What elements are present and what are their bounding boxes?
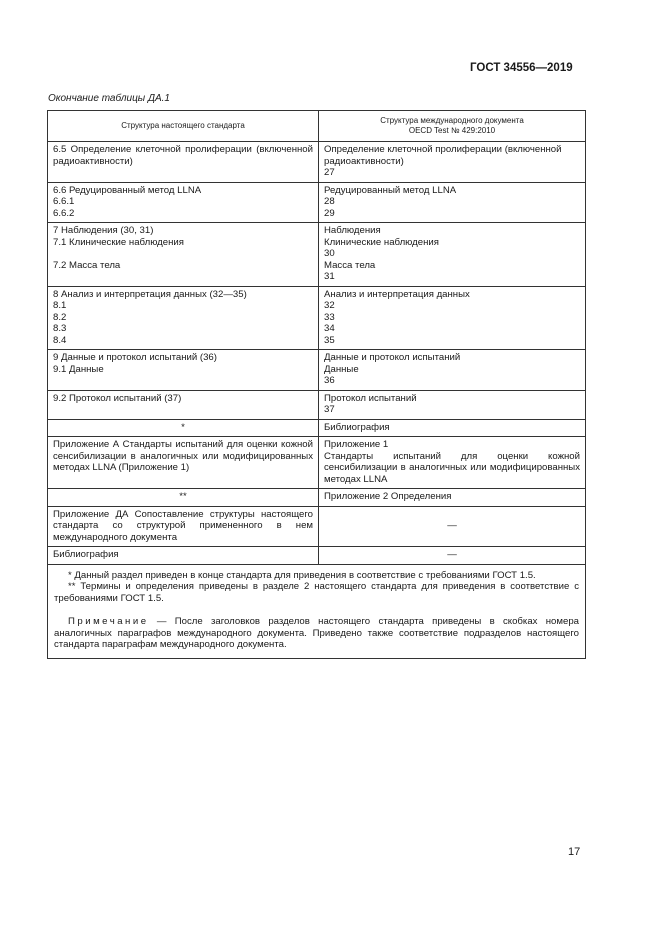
cell-left: Приложение А Стандарты испытаний для оценки кожной сенсибилизации в аналогичных или модифицированных методах LLNA (Приложение 1)	[48, 437, 319, 489]
header-right: Структура международного документа OECD Test № 429:2010	[319, 111, 586, 142]
cell-left: **	[48, 489, 319, 507]
cell-right: Анализ и интерпретация данных 32 33 34 35	[319, 286, 586, 350]
correspondence-table	[47, 110, 586, 659]
cell-left: *	[48, 419, 319, 437]
table-row	[48, 223, 586, 287]
footnote-2: ** Термины и определения приведены в разделе 2 настоящего стандарта для приведения в соответствие с требованиями ГОСТ 1.5.	[54, 581, 579, 604]
cell-right: —	[319, 506, 586, 547]
cell-left: Приложение ДА Сопоставление структуры настоящего стандарта со структурой примененного в нем международного документа	[48, 506, 319, 547]
footnote-1: * Данный раздел приведен в конце стандарта для приведения в соответствие с требованиями ГОСТ 1.5.	[68, 569, 536, 581]
cell-right: Приложение 1 Стандарты испытаний для оценки кожной сенсибилизации в аналогичных или модифицированных методах LLNA	[319, 437, 586, 489]
cell-right: Определение клеточной пролиферации (включенной радиоактивности) 27	[319, 142, 586, 183]
cell-right: Редуцированный метод LLNA 28 29	[319, 182, 586, 223]
table-row	[48, 350, 586, 391]
table-row	[48, 506, 586, 547]
note-text: — После заголовков разделов настоящего стандарта приведены в скобках номера аналогичных параграфов международного документа. Приведено также соответствие подразделов настоящего стандарта параграфам международного документа.	[54, 616, 579, 650]
table-caption: Окончание таблицы ДА.1	[48, 93, 170, 104]
table-row	[48, 419, 586, 437]
table-note	[54, 616, 579, 651]
cell-right: Приложение 2 Определения	[319, 489, 586, 507]
table-footer-row	[48, 564, 586, 658]
cell-right: Данные и протокол испытаний Данные 36	[319, 350, 586, 391]
cell-left: 9 Данные и протокол испытаний (36) 9.1 Данные	[48, 350, 319, 391]
cell-right: —	[319, 547, 586, 565]
cell-right: Протокол испытаний 37	[319, 390, 586, 419]
table-row	[48, 182, 586, 223]
cell-left: Библиография	[48, 547, 319, 565]
cell-right: Библиография	[319, 419, 586, 437]
cell-left: 8 Анализ и интерпретация данных (32—35) 8.1 8.2 8.3 8.4	[48, 286, 319, 350]
table-row	[48, 489, 586, 507]
table-row	[48, 286, 586, 350]
document-id: ГОСТ 34556—2019	[470, 62, 573, 74]
page-number: 17	[568, 846, 581, 858]
cell-right: Наблюдения Клинические наблюдения 30 Масса тела 31	[319, 223, 586, 287]
note-label: Примечание	[68, 616, 149, 627]
cell-left: 6.6 Редуцированный метод LLNA 6.6.1 6.6.2	[48, 182, 319, 223]
table-row	[48, 437, 586, 489]
header-left: Структура настоящего стандарта	[48, 111, 319, 142]
cell-left: 7 Наблюдения (30, 31) 7.1 Клинические наблюдения 7.2 Масса тела	[48, 223, 319, 287]
cell-left: 6.5 Определение клеточной пролиферации (включенной радиоактивности)	[48, 142, 319, 183]
table-row	[48, 547, 586, 565]
table-header-row	[48, 111, 586, 142]
table-row	[48, 142, 586, 183]
cell-left: 9.2 Протокол испытаний (37)	[48, 390, 319, 419]
table-row	[48, 390, 586, 419]
table-footnotes	[48, 564, 586, 658]
